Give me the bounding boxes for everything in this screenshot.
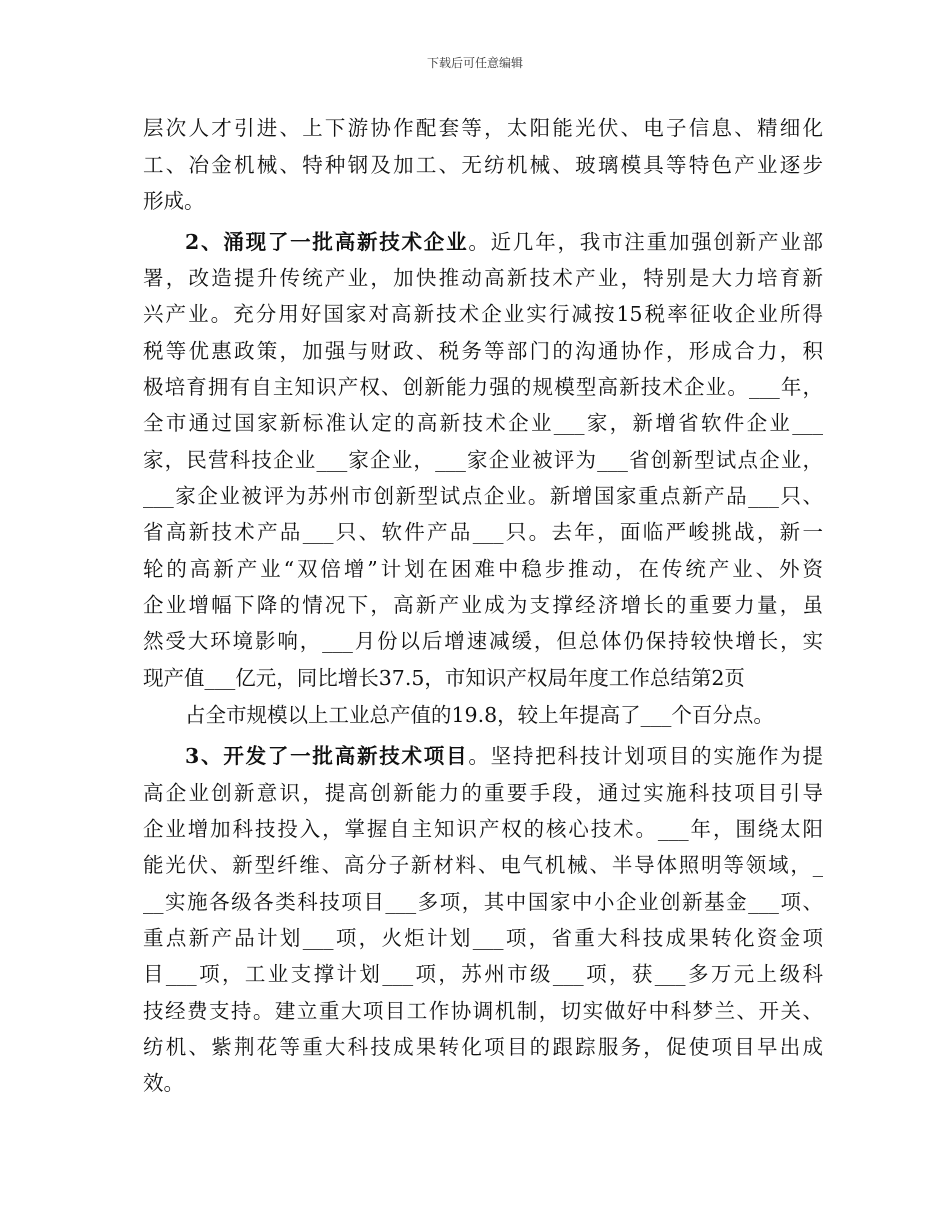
- text-line: [143, 814, 823, 844]
- line-text: 技经费支持。建立重大项目工作协调机制，切实做好中科梦兰、开关、: [143, 999, 823, 1023]
- line-text: 企业增幅下降的情况下，高新产业成为支撑经济增长的重要力量，虽: [143, 593, 823, 617]
- text-line: [143, 263, 823, 293]
- line-text: ___家企业被评为苏州市创新型试点企业。新增国家重点新产品___只、: [143, 484, 823, 508]
- line-text: 署，改造提升传统产业，加快推动高新技术产业，特别是大力培育新: [143, 266, 823, 290]
- text-line: [185, 700, 823, 730]
- text-line: [143, 299, 823, 329]
- line-text: 兴产业。充分用好国家对高新技术企业实行减按15税率征收企业所得: [143, 302, 823, 326]
- text-line: [143, 778, 823, 808]
- line-text: 全市通过国家新标准认定的高新技术企业___家，新增省软件企业___: [143, 411, 823, 435]
- line-text: 现产值___亿元，同比增长37.5，市知识产权局年度工作总结第2页: [143, 666, 745, 690]
- line-text: 企业增加科技投入，掌握自主知识产权的核心技术。___年，围绕太阳: [143, 817, 823, 841]
- line-text: 家，民营科技企业___家企业，___家企业被评为___省创新型试点企业，: [143, 448, 823, 472]
- text-line: [143, 996, 823, 1026]
- text-line: [143, 1032, 823, 1062]
- text-line: [143, 923, 823, 953]
- text-line: [143, 150, 823, 180]
- text-line: [143, 590, 823, 620]
- text-line: [143, 663, 823, 693]
- line-text: 省高新技术产品___只、软件产品___只。去年，面临严峻挑战，新一: [143, 520, 823, 544]
- line-text: 。坚持把科技计划项目的实施作为提: [468, 744, 824, 768]
- text-line: [185, 741, 823, 771]
- line-text: 工、冶金机械、特种钢及加工、无纺机械、玻璃模具等特色产业逐步: [143, 153, 823, 177]
- line-text: 。近几年，我市注重加强创新产业部: [468, 230, 824, 254]
- text-line: [185, 227, 823, 257]
- text-line: [143, 554, 823, 584]
- line-text: 重点新产品计划___项，火炬计划___项，省重大科技成果转化资金项: [143, 926, 823, 950]
- text-line: [143, 517, 823, 547]
- line-text: 目___项，工业支撑计划___项，苏州市级___项，获___多万元上级科: [143, 962, 823, 986]
- text-line: [143, 113, 823, 143]
- line-text: 纺机、紫荆花等重大科技成果转化项目的跟踪服务，促使项目早出成: [143, 1035, 823, 1059]
- text-line: [143, 887, 823, 917]
- text-line: [143, 336, 823, 366]
- text-line: [143, 626, 823, 656]
- section-heading: 2、涌现了一批高新技术企业: [185, 230, 469, 254]
- line-text: 税等优惠政策，加强与财政、税务等部门的沟通协作，形成合力，积: [143, 339, 823, 363]
- line-text: 能光伏、新型纤维、高分子新材料、电气机械、半导体照明等领域，_: [143, 853, 823, 877]
- text-line: [143, 408, 823, 438]
- line-text: 轮的高新产业“双倍增”计划在困难中稳步推动，在传统产业、外资: [143, 557, 823, 581]
- text-line: [143, 372, 823, 402]
- text-line: [143, 186, 823, 216]
- text-line: [143, 959, 823, 989]
- text-line: [143, 481, 823, 511]
- line-text: 然受大环境影响，___月份以后增速减缓，但总体仍保持较快增长，实: [143, 629, 823, 653]
- text-line: [143, 850, 823, 880]
- line-text: 高企业创新意识，提高创新能力的重要手段，通过实施科技项目引导: [143, 781, 823, 805]
- line-text: 效。: [143, 1071, 184, 1095]
- line-text: 形成。: [143, 189, 205, 213]
- text-line: [143, 1068, 823, 1098]
- line-text: __实施各级各类科技项目___多项，其中国家中小企业创新基金___项、: [143, 890, 823, 914]
- page-header: 下载后可任意编辑: [426, 56, 523, 70]
- line-text: 占全市规模以上工业总产值的19.8，较上年提高了___个百分点。: [185, 703, 774, 727]
- section-heading: 3、开发了一批高新技术项目: [185, 744, 469, 768]
- line-text: 层次人才引进、上下游协作配套等，太阳能光伏、电子信息、精细化: [143, 116, 823, 140]
- line-text: 极培育拥有自主知识产权、创新能力强的规模型高新技术企业。___年，: [143, 375, 823, 399]
- text-line: [143, 445, 823, 475]
